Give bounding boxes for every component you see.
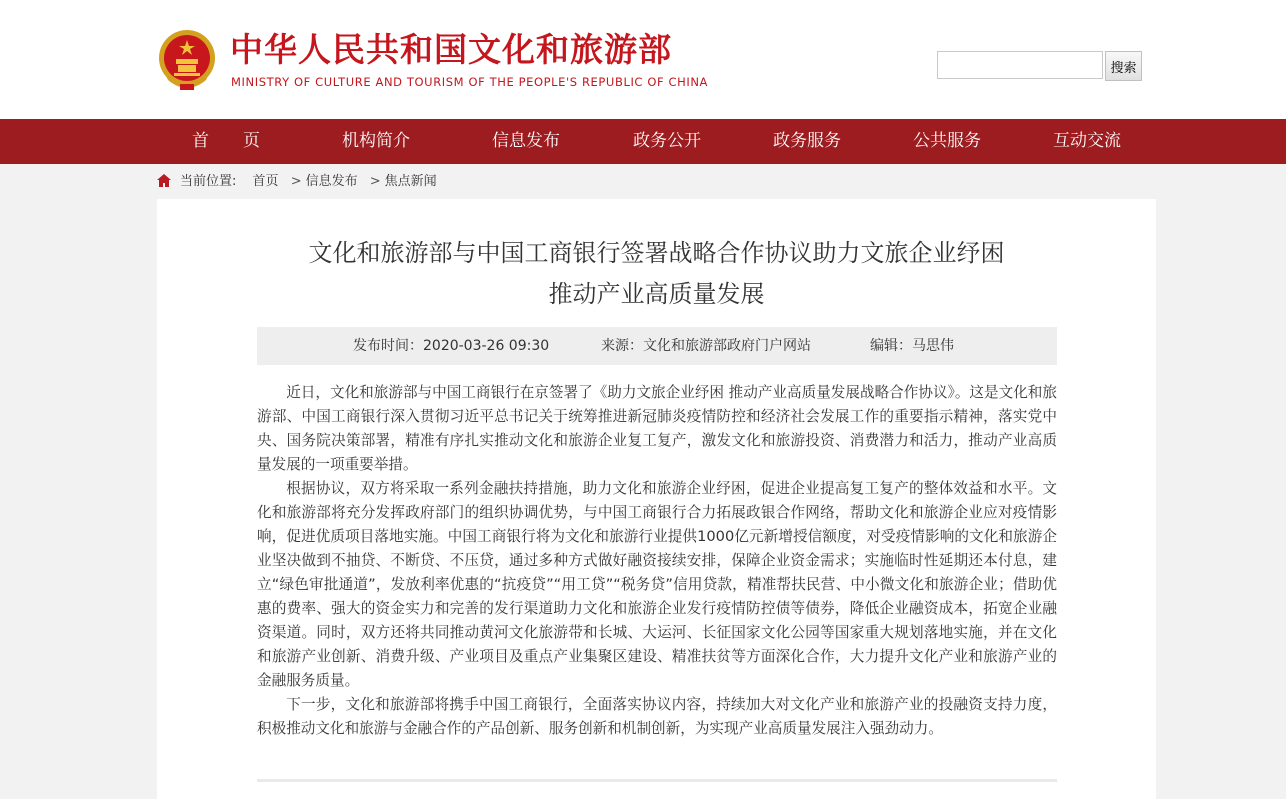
article-title [157, 233, 1156, 315]
breadcrumb-label: 当前位置: [180, 174, 237, 189]
article-paragraph: 下一步，文化和旅游部将携手中国工商银行，全面落实协议内容，持续加大对文化产业和旅游产业的投融资支持力度，积极推动文化和旅游与金融合作的产品创新、服务创新和机制创新，为实现产业高质量发展注入强劲动力。 [257, 696, 1057, 737]
nav-item-interaction[interactable]: 互动交流 [1053, 131, 1121, 151]
article-paragraph: 近日，文化和旅游部与中国工商银行在京签署了《助力文旅企业纾困 推动产业高质量发展战略合作协议》。这是文化和旅游部、中国工商银行深入贯彻习近平总书记关于统筹推进新冠肺炎疫情防控和经济社会发展工作的重要指示精神，落实党中央、国务院决策部署，精准有序扎实推动文化和旅游企业复工复产，激发文化和旅游投资、消费潜力和活力，推动产业高质量发展的一项重要举措。 [257, 384, 1057, 473]
site-name-en: MINISTRY OF CULTURE AND TOURISM OF THE PEOPLE'S REPUBLIC OF CHINA [231, 75, 708, 89]
nav-item-government-affairs[interactable]: 政务公开 [633, 131, 701, 151]
publish-time: 发布时间：2020-03-26 09:30 [353, 338, 550, 354]
site-header [0, 0, 1286, 119]
breadcrumb-separator: > [290, 174, 302, 189]
search-input[interactable] [937, 51, 1103, 79]
nav-item-news[interactable]: 信息发布 [492, 131, 560, 151]
divider [257, 779, 1057, 782]
search-button[interactable]: 搜索 [1105, 51, 1142, 81]
article-editor: 编辑：马思伟 [870, 338, 954, 354]
breadcrumb-news[interactable]: 信息发布 [305, 174, 358, 189]
breadcrumb [156, 173, 437, 191]
nav-item-public-services[interactable]: 公共服务 [913, 131, 981, 151]
article-panel [157, 199, 1156, 799]
nav-item-about[interactable]: 机构简介 [342, 131, 410, 151]
breadcrumb-focus-news[interactable]: 焦点新闻 [384, 174, 437, 189]
article-title-line2: 推动产业高质量发展 [548, 280, 765, 308]
article-source: 来源：文化和旅游部政府门户网站 [601, 338, 811, 354]
breadcrumb-separator: > [369, 174, 381, 189]
site-name-cn[interactable]: 中华人民共和国文化和旅游部 [230, 30, 672, 69]
nav-item-government-services[interactable]: 政务服务 [773, 131, 841, 151]
nav-item-home[interactable]: 首 页 [192, 131, 260, 151]
home-icon [156, 173, 172, 188]
breadcrumb-home[interactable]: 首页 [252, 174, 279, 189]
article-meta [257, 327, 1057, 365]
article-title-line1: 文化和旅游部与中国工商银行签署战略合作协议助力文旅企业纾困 [308, 239, 1005, 267]
national-emblem-icon[interactable] [156, 28, 218, 92]
article-body [257, 381, 1057, 741]
main-nav [0, 119, 1286, 164]
article-paragraph: 根据协议，双方将采取一系列金融扶持措施，助力文化和旅游企业纾困，促进企业提高复工复产的整体效益和水平。文化和旅游部将充分发挥政府部门的组织协调优势，与中国工商银行合力拓展政银合作网络，帮助文化和旅游企业应对疫情影响，促进优质项目落地实施。中国工商银行将为文化和旅游行业提供1000亿元新增授信额度，对受疫情影响的文化和旅游企业坚决做到不抽贷、不断贷、不压贷，通过多种方式做好融资接续安排，保障企业资金需求；实施临时性延期还本付息，建立“绿色审批通道”，发放利率优惠的“抗疫贷”“用工贷”“税务贷”信用贷款，精准帮扶民营、中小微文化和旅游企业；借助优惠的费率、强大的资金实力和完善的发行渠道助力文化和旅游企业发行疫情防控债等债券，降低企业融资成本，拓宽企业融资渠道。同时，双方还将共同推动黄河文化旅游带和长城、大运河、长征国家文化公园等国家重大规划落地实施，并在文化和旅游产业创新、消费升级、产业项目及重点产业集聚区建设、精准扶贫等方面深化合作，大力提升文化产业和旅游产业的金融服务质量。 [257, 480, 1057, 689]
